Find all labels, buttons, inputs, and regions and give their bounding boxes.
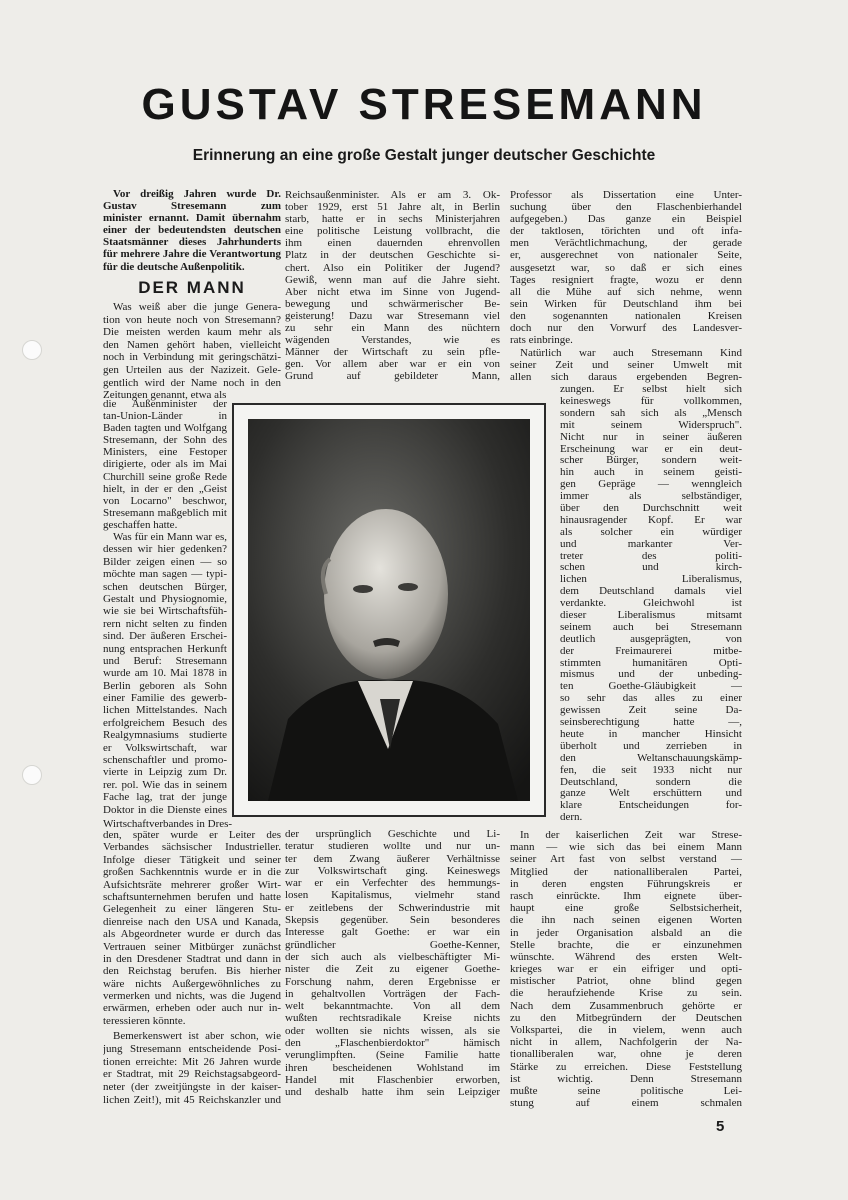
text-line: Gestalt und Physiognomie, xyxy=(103,592,227,605)
text-line: stung auf einem schmalen xyxy=(510,1097,742,1110)
text-line: er zeitlebens der Schwerindustrie mit xyxy=(285,901,500,914)
text-line: deutlich ausgeprägten, von xyxy=(560,633,742,645)
text-line: Fache lag, trat der junge xyxy=(103,791,227,804)
text-line: immer als selbständiger, xyxy=(560,491,742,503)
text-line: tober 1929, erst 51 Jahre alt, in Berlin xyxy=(285,201,500,214)
text-line: ter dem Zwang äußerer Verhältnisse xyxy=(285,852,500,865)
text-line: als solcher ein würdiger xyxy=(560,526,742,538)
text-line: losen Kapitalismus, vielmehr stand xyxy=(285,889,500,902)
text-line: zu sehr ein Mann des nüchtern xyxy=(285,322,500,335)
text-line: dirigierte, oder als im Mai xyxy=(103,458,227,471)
text-line: geschaffen hatte. xyxy=(103,518,178,531)
text-line: Ministers, eine Festoper xyxy=(103,446,227,459)
text-line: einer der bedeutendsten deutschen xyxy=(103,224,281,237)
paragraph xyxy=(510,189,742,346)
text-line: in jeder Organisation alsbald an die xyxy=(510,926,742,939)
text-line: Reichsaußenminister. Als er am 3. Ok- xyxy=(285,189,500,201)
text-line: keineswegs für vollkommen, xyxy=(560,396,742,407)
text-line: Aber nicht etwa im Sinne von Jugend- xyxy=(285,285,500,298)
text-line: teratur studieren wollte und nur un- xyxy=(285,840,500,853)
text-line: mit seinem Widerspruch". xyxy=(560,419,742,431)
text-line: vierte in Leipzig zum Dr. xyxy=(103,766,227,779)
text-line: wünschte. Während des ersten Welt- xyxy=(510,950,742,963)
text-line: er, ausgerechnet von nationaler Seite, xyxy=(510,249,742,262)
text-line: lichen Liberalismus, xyxy=(560,574,742,586)
text-line: mann — wie sich das bei einem Mann xyxy=(510,841,742,854)
text-line: Baden tagten und Wolfgang xyxy=(103,422,227,435)
text-line: zu den Mitbegründern der Deutschen xyxy=(510,1011,742,1024)
text-line: Aufsichtsräte mehrerer großer Wirt- xyxy=(103,878,281,891)
text-line: Stresemann, der Sohn des xyxy=(103,434,227,447)
text-line: überholt und zerrieben in xyxy=(560,740,742,752)
punch-hole xyxy=(22,765,42,785)
text-line: Gustav Stresemann zum xyxy=(103,200,281,213)
text-line: Interesse galt Goethe: er war ein xyxy=(285,926,500,939)
text-line: chert. Also ein Politiker der Jugend? xyxy=(285,261,500,274)
text-line: die heraufziehende Krise zu sein. xyxy=(510,987,742,1000)
text-line: Skepsis gegenüber. Sein besonderes xyxy=(285,914,500,927)
intro-paragraph xyxy=(103,188,281,273)
text-line: den Namen gehört haben, vielleicht xyxy=(103,338,281,351)
text-line: Bilder zeigen einen — so xyxy=(103,555,227,568)
text-line: seinsberechtigung hatte —, xyxy=(560,717,742,729)
text-line: zur Volkswirtschaft ging. Keineswegs xyxy=(285,864,500,877)
text-line: jung Stresemann entscheidende Posi- xyxy=(103,1042,281,1055)
section-heading: DER MANN xyxy=(138,278,246,297)
text-line: so sehr das alles zu einer xyxy=(560,693,742,705)
text-line: ten Goethe-Gläubigkeit — xyxy=(560,681,742,693)
text-line: all die Mühe auf sich nehme, wenn xyxy=(510,285,742,298)
text-line: Churchill seine große Rede xyxy=(103,470,227,483)
text-line: hielt, in der er den „Geist xyxy=(103,482,227,495)
text-line: zungen. Er selbst hielt sich xyxy=(560,383,742,396)
text-line: fen, die seit 1933 nicht nur xyxy=(560,764,742,776)
text-line: Was weiß aber die junge Genera- xyxy=(113,301,281,313)
text-line: lichen Mittelstandes. Nach xyxy=(103,704,227,717)
text-line: suchung über den Flaschenbierhandel xyxy=(510,201,742,214)
punch-hole xyxy=(22,340,42,360)
text-line: seinem auch bei Stresemann xyxy=(560,621,742,633)
text-line: der taktlosen, törichten und oft infa- xyxy=(510,225,742,238)
paragraph xyxy=(560,396,742,824)
text-line: Vertrauen seiner Mitbürger zunächst xyxy=(103,940,281,953)
text-line: erfolgreichem Besuch des xyxy=(103,716,227,729)
text-line: Zeitungen genannt, etwa als xyxy=(103,389,227,402)
text-line: in den Dresdener Stadtrat und dann in xyxy=(103,952,281,965)
text-line: Platz in der deutschen Geschichte si- xyxy=(285,249,500,262)
text-line: und deshalb hatte ihm sein Leipziger xyxy=(285,1086,500,1099)
text-line: mismus und der unbeding- xyxy=(560,669,742,681)
text-line: Die meisten werden kaum mehr als xyxy=(103,326,281,339)
text-line: großen Sachkenntnis wurde er in die xyxy=(103,866,281,879)
page-number: 5 xyxy=(716,1118,725,1135)
text-line: den, später wurde er Leiter des xyxy=(103,829,281,841)
text-line: verdankte. Gleichwohl ist xyxy=(560,598,742,610)
text-line: den Reichstag berufen. Bis hierher xyxy=(103,965,281,978)
text-line: seiner Art fast von selbst verstand — xyxy=(510,853,742,866)
text-line: Infolge dieser Tätigkeit und seiner xyxy=(103,853,281,866)
text-line: men Verächtlichmachung, der gerade xyxy=(510,237,742,250)
text-line: Gewiß, wenn man auf die Jahre sieht. xyxy=(285,273,500,286)
text-line: Verbandes sächsischer Industrieller. xyxy=(103,841,281,854)
text-line: rern nicht selten zu finden xyxy=(103,617,227,630)
text-line: für die deutsche Außenpolitik. xyxy=(103,260,245,273)
text-line: dem Deutschland damals viel xyxy=(560,586,742,598)
text-line: schenschaftler und promo- xyxy=(103,754,227,767)
text-line: tion von heute noch von Stresemann? xyxy=(103,313,281,326)
text-line: klare Entscheidungen for- xyxy=(560,800,742,812)
text-line: ihren bescheidenen Wohlstand im xyxy=(285,1061,500,1074)
text-line: Berlin geboren als Sohn xyxy=(103,679,227,692)
text-line: Handel mit Flaschenbier erworben, xyxy=(285,1073,500,1086)
text-line: dessen wir hier gedenken? xyxy=(103,543,227,556)
portrait-photo xyxy=(248,419,530,801)
text-line: neter (der zweitjüngste in der kaiser- xyxy=(103,1081,281,1094)
text-line: minister ernannt. Damit übernahm xyxy=(103,212,281,225)
text-line: dieser Liberalismus mitsamt xyxy=(560,610,742,622)
text-line: sein Wirken für Deutschland ihm bei xyxy=(510,297,742,310)
paragraph xyxy=(103,301,281,402)
text-line: hin auch in seinem geisti- xyxy=(560,467,742,479)
text-line: bewegung und schwärmerischer Be- xyxy=(285,297,500,310)
text-line: scher Bürger, sondern weit- xyxy=(560,455,742,467)
text-line: der ursprünglich Geschichte und Li- xyxy=(285,828,500,840)
text-line: die Außenminister der xyxy=(103,398,227,410)
text-line: Realgymnasiums studierte xyxy=(103,729,227,742)
text-line: gewissen Zeit seine Da- xyxy=(560,705,742,717)
text-line: mußte seine politische Lei- xyxy=(510,1084,742,1097)
text-line: Stärke zu erreichen. Diese Feststellung xyxy=(510,1060,742,1073)
text-line: doch nur den Vorwurf des Landesver- xyxy=(510,322,742,335)
paragraph xyxy=(103,1030,281,1107)
text-line: seiner Zeit und seiner Umwelt mit xyxy=(510,359,742,372)
text-line: der sich auch als vielbeschäftigter Mi- xyxy=(285,950,500,963)
text-line: er Stadtrat, mit 29 Reichstagsabgeord- xyxy=(103,1068,281,1081)
text-line: Tages resigniert fragte, wozu er denn xyxy=(510,273,742,286)
text-line: Doktor in die Dienste eines xyxy=(103,803,227,816)
text-line: hinausragender Kopf. Er war xyxy=(560,514,742,526)
text-line: Deutschland, sondern die xyxy=(560,776,742,788)
text-line: den Weltanschauungskämp- xyxy=(560,752,742,764)
text-line: dern. xyxy=(560,812,583,824)
text-line: schen deutschen Bürger, xyxy=(103,580,227,593)
text-line: ist wichtig. Denn Stresemann xyxy=(510,1072,742,1085)
text-line: Stresemann maßgeblich mit xyxy=(103,506,227,519)
text-line: krieges war er ein eifriger und opti- xyxy=(510,963,742,976)
paragraph xyxy=(510,347,742,395)
text-line: und markanter Ver- xyxy=(560,538,742,550)
text-line: Was für ein Mann war es, xyxy=(113,531,227,543)
text-line: Natürlich war auch Stresemann Kind xyxy=(520,347,742,359)
text-line: allen sich daraus ergebenden Begren- xyxy=(510,371,742,384)
text-line: Vor dreißig Jahren wurde Dr. xyxy=(113,188,281,200)
text-line: in deren engsten Führungskreis er xyxy=(510,877,742,890)
paragraph xyxy=(285,828,500,1099)
text-line: nung entsprachen Herkunft xyxy=(103,642,227,655)
text-line: oder wollten sie nichts wissen, als sie xyxy=(285,1024,500,1037)
text-line: welt bekanntmachte. Von all dem xyxy=(285,1000,500,1013)
text-line: in gehaltvollen Vorträgen der Fach- xyxy=(285,987,500,1000)
text-line: starb, hatte er in sechs Ministerjahren xyxy=(285,213,500,226)
text-line: Männer der Wirtschaft zu sein pfle- xyxy=(285,346,500,359)
text-line: wurde am 10. Mai 1878 in xyxy=(103,667,227,680)
paragraph xyxy=(285,189,500,383)
text-line: teressieren könnte. xyxy=(103,1014,186,1027)
text-line: Mitglied der nationalliberalen Partei, xyxy=(510,865,742,878)
text-line: ihm einen dauernden ehrenvollen xyxy=(285,237,500,250)
text-line: Gelegenheit zu einer längeren Stu- xyxy=(103,903,281,916)
portrait-photo-frame xyxy=(232,403,546,817)
text-line: haupt eine große Selbstsicherheit, xyxy=(510,902,742,915)
text-line: ausgesetzt war, so daß er sich eines xyxy=(510,261,742,274)
text-line: rats einbringe. xyxy=(510,334,573,347)
text-line: dienreise nach den USA und Kanada, xyxy=(103,915,281,928)
text-line: Bemerkenswert ist aber schon, wie xyxy=(113,1030,281,1042)
text-line: Volkspartei, die in vielem, wenn auch xyxy=(510,1024,742,1036)
text-line: sondern sah sich als „Mensch xyxy=(560,407,742,419)
text-line: tionalliberalen war, ohne je deren xyxy=(510,1048,742,1061)
article-subtitle: Erinnerung an eine große Gestalt junger deutscher Geschichte xyxy=(192,147,656,164)
text-line: rer. pol. Wie das in seinem xyxy=(103,778,227,791)
text-line: treter des politi- xyxy=(560,550,742,562)
text-line: schen und kirch- xyxy=(560,562,742,574)
text-line: der Freimaurerei mitbe- xyxy=(560,645,742,657)
text-line: gen. Vor allem aber war er ein von xyxy=(285,358,500,371)
text-line: sind. Der äußeren Erschei- xyxy=(103,630,227,643)
text-line: ganze Welt erschüttern und xyxy=(560,788,742,800)
text-line: gentlich wird der Name noch in den xyxy=(103,376,281,389)
text-line: rasch einrückte. Ihm eignete über- xyxy=(510,889,742,902)
text-line: mistischer Patriot, ohne blind gegen xyxy=(510,975,742,988)
text-line: gründlicher Goethe-Kenner, xyxy=(285,938,500,951)
text-line: lichen Zeit!), mit 45 Reichskanzler und xyxy=(103,1093,281,1106)
text-line: er Volkswirtschaft, war xyxy=(103,741,227,754)
paragraph xyxy=(103,531,227,816)
text-line: Wirtschaftverbandes in Dres- xyxy=(103,818,233,830)
text-line: gen Gepräge — wenngleich xyxy=(560,479,742,491)
text-line: Nicht nur in seiner äußeren xyxy=(560,431,742,443)
text-line: den sogenannten nationalen Kreisen xyxy=(510,309,742,322)
text-line: und Beruf: Stresemann xyxy=(103,654,227,667)
text-line: eine politische Leistung vollbracht, die xyxy=(285,225,500,238)
text-line: heute in mancher Hinsicht xyxy=(560,728,742,740)
text-line: von Locarno" beschwor, xyxy=(103,494,227,507)
text-line: stimmten humanitären Opti- xyxy=(560,657,742,669)
text-line: Staatsmänner dieses Jahrhunderts xyxy=(103,236,281,249)
text-line: erwärmen, erheben oder auch nur in- xyxy=(103,1002,281,1015)
text-line: schaftsunternehmen berufen und hatte xyxy=(103,890,281,903)
text-line: noch in Verbindung mit geringschätzi- xyxy=(103,351,281,364)
paragraph xyxy=(103,829,281,1027)
text-line: Nach dem Zusammenbruch gehörte er xyxy=(510,999,742,1012)
text-line: wußten rechtsradikale Kreise nichts xyxy=(285,1012,500,1025)
text-line: Forschung nahm, deren Ergebnisse er xyxy=(285,975,500,988)
text-line: gen Urteilen aus der Nazizeit. Gele- xyxy=(103,363,281,376)
text-line: verunglimpften. (Seine Familie hatte xyxy=(285,1049,500,1062)
text-line: tionen erreichte: Mit 26 Jahren wurde xyxy=(103,1055,281,1068)
text-line: geisterung! Dazu war Stresemann viel xyxy=(285,309,500,322)
text-line: aufgegeben.) Das ganze ein Beispiel xyxy=(510,213,742,226)
paragraph xyxy=(510,829,742,1109)
text-line: vermerken und nichts, was die Jugend xyxy=(103,990,281,1003)
text-line: für mehrere Jahre die Verantwortung xyxy=(103,248,281,261)
text-line: Stelle brachte, die er einzunehmen xyxy=(510,938,742,951)
text-line: tan-Union-Länder in xyxy=(103,410,227,423)
paragraph xyxy=(103,398,227,531)
article-title: GUSTAV STRESEMANN xyxy=(141,80,707,129)
text-line: wäre nichts Außergewöhnliches zu xyxy=(103,977,281,990)
text-line: Grund auf gebildeter Mann, xyxy=(285,370,500,383)
text-line: wie sie bei Wirtschaftsfüh- xyxy=(103,605,227,618)
text-line: als Abgeordneter wurde er durch das xyxy=(103,928,281,941)
text-line: einer Familie des gewerb- xyxy=(103,692,227,705)
text-line: nister die Zeit zu eigener Goethe- xyxy=(285,963,500,976)
text-line: nicht in allem, Nachfolgerin der Na- xyxy=(510,1036,742,1049)
text-line: möchte man sagen — typi- xyxy=(103,568,227,581)
text-line: Erscheinung war er ein deut- xyxy=(560,443,742,455)
text-line: Professor als Dissertation eine Unter- xyxy=(510,189,742,201)
text-line: war er ein Verfechter des hemmungs- xyxy=(285,877,500,890)
text-line: über den Durchschnitt weit xyxy=(560,503,742,515)
text-line: In der kaiserlichen Zeit war Strese- xyxy=(520,829,742,841)
text-line: wägenden Verstandes, wie es xyxy=(285,334,500,347)
text-line: die ihn nach seinen eigenen Worten xyxy=(510,914,742,927)
text-line: den „Flaschenbierdoktor" hämisch xyxy=(285,1037,500,1050)
